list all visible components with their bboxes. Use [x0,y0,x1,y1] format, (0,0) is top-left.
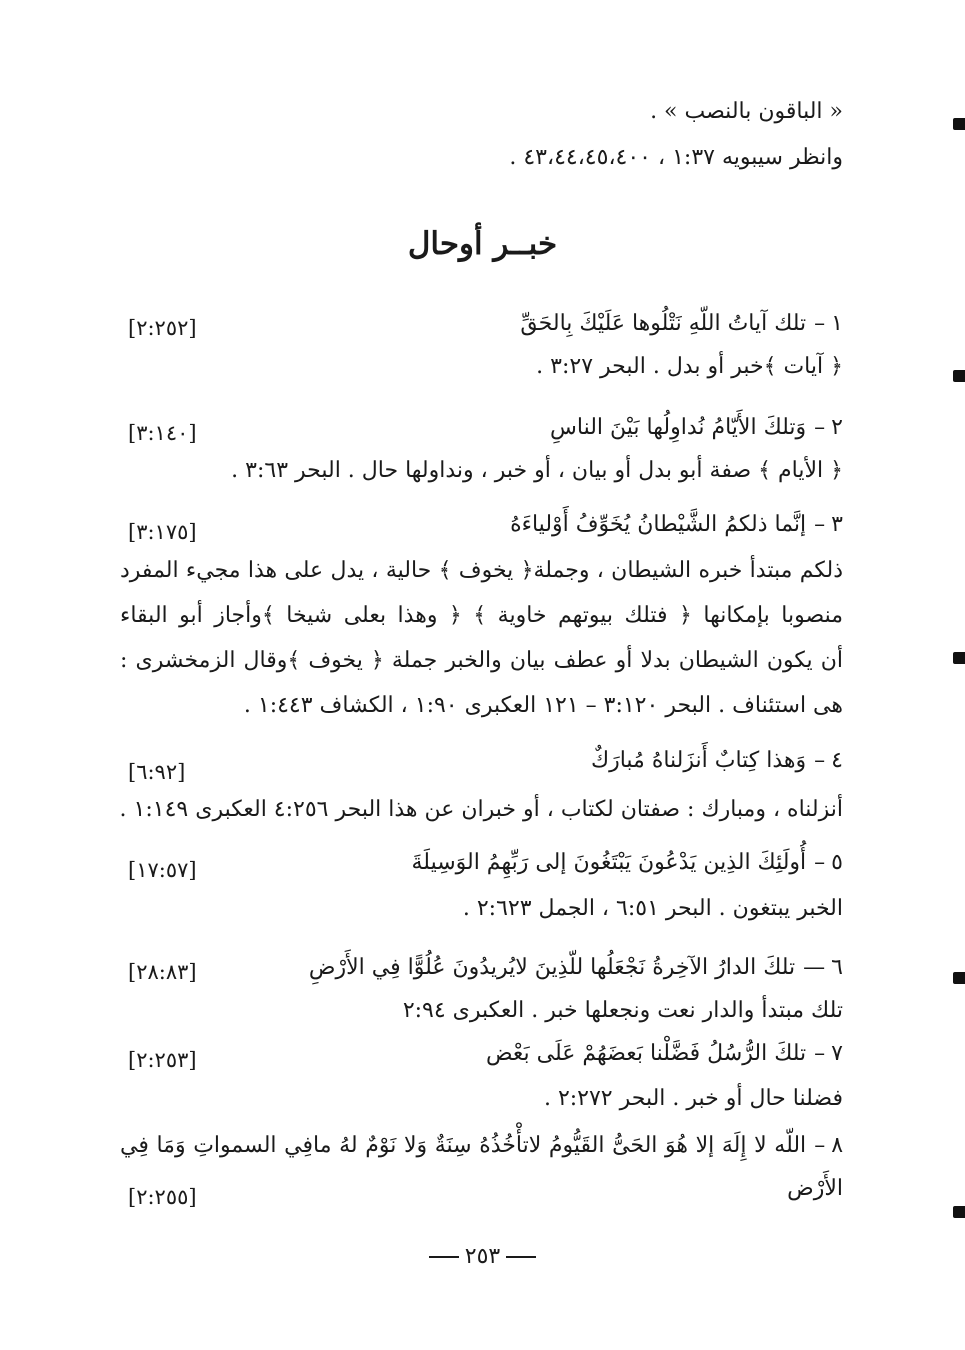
verse-reference: [٣:١٧٥] [128,520,197,544]
entry-verse: ٢–وَتلكَ الأَيّامُ نُداوِلُها بَيْنَ الناسِ [120,411,843,445]
verse-reference: [٦:٩٢] [128,760,186,784]
entry-number: ٣ [831,512,843,537]
entry-number: ٨ [831,1133,844,1158]
page-number: ٢٥٣ [464,1244,501,1269]
verse-text: اللّه لا إِلَهَ إلا هُوَ الحَىُّ القَيُّومُ لاتأْخُذُهُ سِنَةٌ وَلا نَوْمٌ لهُ مافِي السمواتِ وَمَا فِي [120,1133,807,1158]
entry-number: ٦ [831,955,843,980]
verse-reference: [٢٨:٨٣] [128,960,197,984]
intro-line-2: وانظر سيبويه ١:٣٧ ، ٤٣،٤٤،٤٥،٤٠٠ . [509,145,843,170]
margin-mark [953,370,965,382]
verse-reference: [٢:٢٥٢] [128,316,197,340]
entry-verse: ١–تلك آياتُ اللّهِ نَتْلُوها عَلَيْكَ بِالحَقِّ [120,307,843,341]
margin-mark [953,118,965,130]
commentary-line: أنزلناه ، ومبارك : صفتان لكتاب ، أو خبران عن هذا البحر ٤:٢٥٦ العكبرى ١:١٤٩ . [119,797,843,822]
verse-text: وَتلكَ الأَيّامُ نُداوِلُها بَيْنَ الناسِ [550,415,807,440]
verse-text: تلك آياتُ اللّهِ نَتْلُوها عَلَيْكَ بِالحَقِّ [520,311,807,336]
page-footer [0,1240,965,1274]
margin-mark [953,1206,965,1218]
verse-reference: [١٧:٥٧] [128,858,197,882]
commentary-line: ﴿ آيات ﴾خبر أو بدل . البحر ٣:٢٧ . [536,354,843,379]
commentary-line: أن يكون الشيطان بدلا أو عطف بيان والخبر جملة ﴿ يخوف ﴾وقال الزمخشرى : [120,648,843,673]
footer-rule [506,1256,536,1258]
margin-mark [953,972,965,984]
verse-continuation: الأَرْض [787,1176,843,1201]
entry-number: ١ [831,311,843,336]
entry-number: ٧ [831,1041,843,1066]
entry-verse: ٨–اللّه لا إِلَهَ إلا هُوَ الحَىُّ القَيُّومُ لاتأْخُذُهُ سِنَةٌ وَلا نَوْمٌ لهُ مافِي السمواتِ وَمَا فِي [120,1129,843,1163]
verse-text: إنَّما ذلكمُ الشَّيْطانُ يُخَوِّفُ أَوْلياءَهُ [510,512,807,537]
verse-text: أُولَئِكَ الذِين يَدْعُونَ يَبْتَغُونَ إلى رَبِّهِمُ الوَسِيلَةَ [411,850,807,875]
verse-reference: [٣:١٤٠] [128,421,197,445]
entry-verse: ٦—تلكَ الدارُ الآخِرةُ نَجْعَلُها للّذِينَ لايُريدُونَ عُلُوًّا فِي الأَرْضِ [120,951,843,985]
verse-text: تلكَ الرُّسُلُ فَضَّلْنا بَعضَهُمْ عَلَى بَعْض [485,1041,807,1066]
commentary-line: هى استئناف . البحر ٣:١٢٠ – ١٢١ العكبرى ١:٩٠ ، الكشاف ١:٤٤٣ . [243,693,843,718]
entry-number: ٥ [831,850,843,875]
entry-number: ٤ [831,748,843,773]
entry-number: ٢ [831,415,843,440]
margin-mark [953,652,965,664]
verse-text: وَهذا كِتابٌ أَنزَلناهُ مُبارَكٌ [590,748,807,773]
verse-text: تلكَ الدارُ الآخِرةُ نَجْعَلُها للّذِينَ لايُريدُونَ عُلُوًّا فِي الأَرْضِ [308,955,796,980]
entry-verse: ٥–أُولَئِكَ الذِين يَدْعُونَ يَبْتَغُونَ إلى رَبِّهِمُ الوَسِيلَةَ [120,846,843,880]
commentary-line: فضلنا حال أو خبر . البحر ٢:٢٧٢ . [543,1086,843,1111]
verse-reference: [٢:٢٥٥] [128,1185,197,1209]
commentary-line: منصوبا بإمكانها ﴿ فتلك بيوتهم خاوية ﴾ ﴿ وهذا بعلى شيخا ﴾وأجاز أبو البقاء [120,603,843,628]
commentary-line: ذلكم مبتدأ خبره الشيطان ، وجملة﴿ يخوف ﴾ حالية ، يدل على هذا مجيء المفرد [120,558,843,583]
commentary-line: الخبر يبتغون . البحر ٦:٥١ ، الجمل ٢:٦٢٣ . [462,896,843,921]
entry-verse: ٤–وَهذا كِتابٌ أَنزَلناهُ مُبارَكٌ [120,744,843,778]
entry-verse: ٧–تلكَ الرُّسُلُ فَضَّلْنا بَعضَهُمْ عَلَى بَعْض [120,1037,843,1071]
verse-reference: [٢:٢٥٣] [128,1048,197,1072]
footer-rule [429,1256,459,1258]
commentary-line: ﴿ الأيام ﴾ صفة أبو بدل أو بيان ، أو خبر ، ونداولها حال . البحر ٣:٦٣ . [231,458,843,483]
section-heading: خبــر أوحال [407,226,558,262]
commentary-line: تلك مبتدأ والدار نعت ونجعلها خبر . العكبرى ٢:٩٤ [402,998,843,1023]
intro-line-1: « الباقون بالنصب » . [650,99,843,124]
entry-verse: ٣–إنَّما ذلكمُ الشَّيْطانُ يُخَوِّفُ أَوْلياءَهُ [120,508,843,542]
